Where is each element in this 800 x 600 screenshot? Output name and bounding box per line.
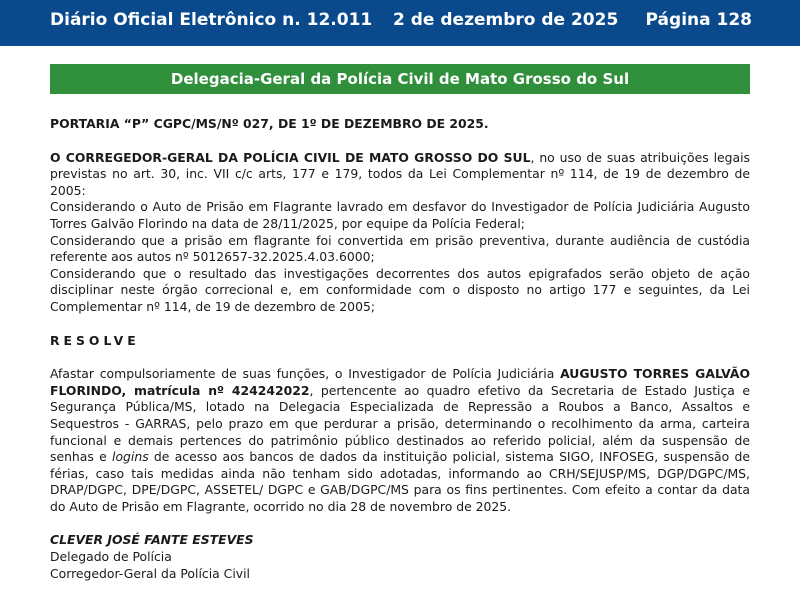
gazette-date: 2 de dezembro de 2025 (393, 10, 619, 30)
portaria-heading: PORTARIA “P” CGPC/MS/Nº 027, DE 1º DE DEZEMBRO DE 2025. (50, 116, 489, 131)
intro-text: , no uso de suas atribuições legais previstas no art. 30, inc. VII c/c arts, 177 e 179, todos da Lei Complementar nº 114, de 19 de dezembro de 2005: (50, 149, 751, 198)
resolution-text-3: de acesso aos bancos de dados da instituição policial, sistema SIGO, INFOSEG, suspensão de férias, caso tais medidas ainda não tenham sido adotadas, informando ao CRH/SEJUSP/MS, DGP/DGPC/MS, DRAP/DGPC, DPE/DGPC, ASSETEL/ DGPC e GAB/DGPC/MS para os fins pertinentes. Com efeito a contar da data do Auto de Prisão em Flagrante, ocorrido no dia 28 de novembro de 2025. (50, 449, 750, 514)
resolution-text-1: Afastar compulsoriamente de suas funções, o Investigador de Polícia Judiciária (50, 366, 561, 382)
resolve-heading: RESOLVE (50, 332, 140, 348)
section-title-bar: Delegacia-Geral da Polícia Civil de Mato Grosso do Sul (50, 64, 750, 94)
signatory-role: Delegado de Polícia (50, 549, 172, 565)
considerando-1: Considerando o Auto de Prisão em Flagrante lavrado em desfavor do Investigador de Polícia Judiciária Augusto Torres Galvão Florindo na data de 28/11/2025, por equipe da Polícia Federal; (50, 199, 750, 231)
page-number: Página 128 (645, 10, 752, 30)
signatory-position: Corregedor-Geral da Polícia Civil (50, 565, 250, 581)
gazette-title: Diário Oficial Eletrônico n. 12.011 (50, 10, 373, 30)
signatory-name: CLEVER JOSÉ FANTE ESTEVES (50, 532, 254, 548)
officer-name: AUGUSTO TORRES GALVÃO FLORINDO, matrícula nº 424242022 (50, 366, 750, 398)
document-body (50, 116, 750, 582)
considerando-3: Considerando que o resultado das investigações decorrentes dos autos epigrafados serão objeto de ação disciplinar neste órgão correcional e, em conformidade com o disposto no artigo 177 e seguintes, da Lei Complementar nº 114, de 19 de dezembro de 2005; (50, 265, 750, 314)
resolution-text-2: , pertencente ao quadro efetivo da Secretaria de Estado Justiça e Segurança Pública/MS, lotado na Delegacia Especializada de Repressão a Roubos a Banco, Assaltos e Sequestros - GARRAS, pelo prazo em que perdurar a prisão, determinando o recolhimento da arma, carteira funcional e demais pertences do patrimônio público destinados ao referido policial, além da suspensão de senhas e (50, 382, 750, 465)
gazette-header (0, 0, 800, 46)
logins-term: logins (112, 449, 149, 465)
intro-authority: O CORREGEDOR-GERAL DA POLÍCIA CIVIL DE MATO GROSSO DO SUL (50, 149, 531, 165)
resolution-paragraph (50, 366, 750, 515)
intro-paragraph (50, 150, 750, 200)
considerando-2: Considerando que a prisão em flagrante foi convertida em prisão preventiva, durante audiência de custódia referente aos autos nº 5012657-32.2025.4.03.6000; (50, 232, 750, 265)
